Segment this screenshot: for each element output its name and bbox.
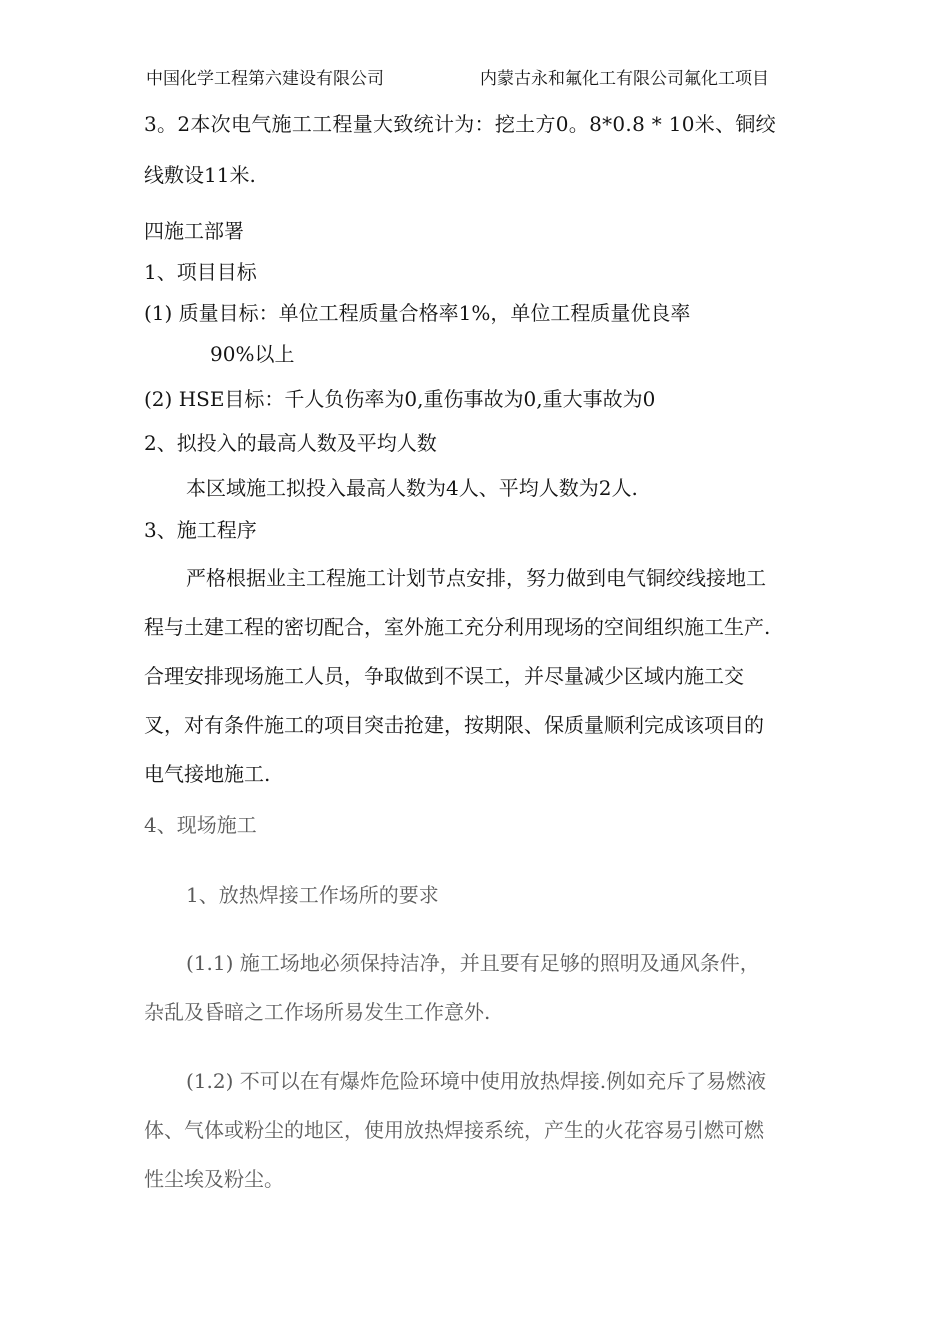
- text-line: 线敷设11米.: [144, 163, 256, 187]
- text-line: 合理安排现场施工人员，争取做到不误工，并尽量减少区域内施工交: [144, 664, 744, 688]
- text-line: 电气接地施工.: [144, 762, 271, 786]
- header-company: 中国化学工程第六建设有限公司: [146, 69, 384, 89]
- header-project: 内蒙古永和氟化工有限公司氟化工项目: [480, 69, 769, 89]
- text-line: 90%以上: [210, 342, 295, 366]
- text-line: 叉，对有条件施工的项目突击抢建，按期限、保质量顺利完成该项目的: [144, 713, 764, 737]
- text-line: (1.2) 不可以在有爆炸危险环境中使用放热焊接.例如充斥了易燃液: [186, 1069, 767, 1093]
- text-line: 性尘埃及粉尘。: [144, 1167, 284, 1191]
- section-heading: 四施工部署: [144, 219, 244, 243]
- text-line: (1.1) 施工场地必须保持洁净，并且要有足够的照明及通风条件，: [186, 951, 760, 975]
- text-line: (1) 质量目标：单位工程质量合格率1%，单位工程质量优良率: [144, 301, 691, 325]
- subsection-heading: 4、现场施工: [144, 813, 257, 837]
- subsection-heading: 2、拟投入的最高人数及平均人数: [144, 431, 437, 455]
- text-line: 本区域施工拟投入最高人数为4人、平均人数为2人.: [186, 476, 638, 500]
- subsection-heading: 3、施工程序: [144, 518, 257, 542]
- text-line: 体、气体或粉尘的地区，使用放热焊接系统，产生的火花容易引燃可燃: [144, 1118, 764, 1142]
- text-line: 程与土建工程的密切配合，室外施工充分利用现场的空间组织施工生产.: [144, 615, 771, 639]
- sub-item-heading: 1、放热焊接工作场所的要求: [186, 883, 439, 907]
- subsection-heading: 1、项目目标: [144, 260, 257, 284]
- text-line: 3。2本次电气施工工程量大致统计为：挖土方0。8*0.8 * 10米、铜绞: [144, 112, 776, 136]
- text-line: 严格根据业主工程施工计划节点安排，努力做到电气铜绞线接地工: [186, 566, 766, 590]
- text-line: 杂乱及昏暗之工作场所易发生工作意外.: [144, 1000, 491, 1024]
- text-line: (2) HSE目标：千人负伤率为0,重伤事故为0,重大事故为0: [144, 387, 656, 411]
